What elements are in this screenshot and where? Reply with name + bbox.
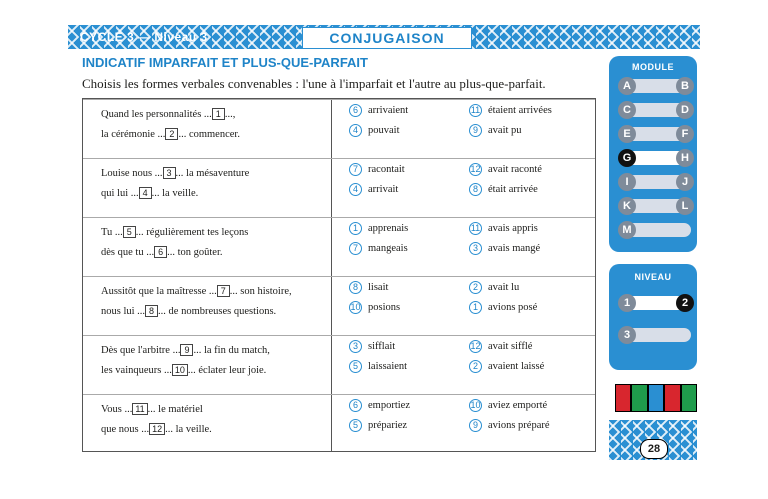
table-row <box>83 99 595 159</box>
option-number-circle: 3 <box>349 340 362 353</box>
option-number-circle: 8 <box>349 281 362 294</box>
verb-option[interactable] <box>349 281 388 294</box>
decorative-tile <box>631 384 647 412</box>
sentence-text: ... la veille. <box>165 424 212 435</box>
niveau-button-2[interactable]: 2 <box>676 294 694 312</box>
module-row <box>621 199 691 213</box>
module-row <box>621 151 691 165</box>
blank-number-box: 7 <box>217 285 230 297</box>
niveau-panel <box>609 264 697 370</box>
option-number-circle: 3 <box>469 242 482 255</box>
blank-number-box: 4 <box>139 187 152 199</box>
blank-number-box: 11 <box>132 403 147 415</box>
verb-option[interactable] <box>349 419 407 432</box>
option-number-circle: 12 <box>470 341 481 351</box>
blank-number-box: 10 <box>172 364 188 376</box>
blank-number-box: 5 <box>123 226 136 238</box>
option-number-circle: 4 <box>349 124 362 137</box>
verb-option[interactable] <box>469 281 519 294</box>
sentence-text: la cérémonie ... <box>101 129 166 140</box>
sentence-text: ... la mésaventure <box>175 168 250 179</box>
module-button-d[interactable]: D <box>676 101 694 119</box>
module-button-a[interactable]: A <box>618 77 636 95</box>
verb-option[interactable] <box>469 183 538 196</box>
module-row <box>621 103 691 117</box>
option-number-circle: 4 <box>349 183 362 196</box>
blank-number-box: 6 <box>154 246 167 258</box>
sentence-text: ... ton goûter. <box>167 247 223 258</box>
sentence-text: ... le matériel <box>147 404 203 415</box>
sentence-text: les vainqueurs ... <box>101 365 172 376</box>
option-text: laissaient <box>368 361 408 372</box>
decorative-tile <box>681 384 697 412</box>
option-text: avaient laissé <box>488 361 545 372</box>
verb-option[interactable] <box>469 360 544 373</box>
niveau-button-3[interactable]: 3 <box>618 326 636 344</box>
niveau-title: NIVEAU <box>634 272 672 282</box>
sentence-text: ... la fin du match, <box>193 345 270 356</box>
section-title: INDICATIF IMPARFAIT ET PLUS-QUE-PARFAIT <box>82 55 368 70</box>
sentence-line <box>101 285 292 297</box>
module-button-k[interactable]: K <box>618 197 636 215</box>
module-row <box>621 223 691 237</box>
verb-option[interactable] <box>349 222 408 235</box>
blank-number-box: 3 <box>163 167 176 179</box>
option-text: emportiez <box>368 400 410 411</box>
option-number-circle: 9 <box>469 124 482 137</box>
option-text: prépariez <box>368 420 408 431</box>
option-text: mangeais <box>368 243 408 254</box>
option-number-circle: 9 <box>469 419 482 432</box>
module-title: MODULE <box>632 62 674 72</box>
decorative-tile <box>615 384 631 412</box>
module-button-h[interactable]: H <box>676 149 694 167</box>
module-row <box>621 175 691 189</box>
option-text: était arrivée <box>488 184 538 195</box>
sentence-text: que nous ... <box>101 424 150 435</box>
option-text: avais mangé <box>488 243 541 254</box>
sentence-text: ... commencer. <box>178 129 240 140</box>
table-row <box>83 335 595 395</box>
sentence-text: nous lui ... <box>101 306 146 317</box>
niveau-button-1[interactable]: 1 <box>618 294 636 312</box>
option-text: arrivait <box>368 184 399 195</box>
blank-number-box: 8 <box>145 305 158 317</box>
module-button-m[interactable]: M <box>618 221 636 239</box>
sentence-text: Vous ... <box>101 404 133 415</box>
option-number-circle: 2 <box>469 281 482 294</box>
verb-option[interactable] <box>469 399 547 412</box>
verb-option[interactable] <box>349 301 400 314</box>
sentence-line <box>101 344 270 356</box>
blank-number-box: 9 <box>180 344 193 356</box>
sentence-text: Dès que l'arbitre ... <box>101 345 181 356</box>
option-number-circle: 7 <box>349 163 362 176</box>
module-button-j[interactable]: J <box>676 173 694 191</box>
module-button-b[interactable]: B <box>676 77 694 95</box>
module-button-g[interactable]: G <box>618 149 636 167</box>
table-row <box>83 276 595 336</box>
blank-number-box: 1 <box>212 108 225 120</box>
option-number-circle: 6 <box>349 104 362 117</box>
option-text: posions <box>368 302 401 313</box>
verb-option[interactable] <box>349 360 407 373</box>
verb-option[interactable] <box>469 301 537 314</box>
verb-option[interactable] <box>349 399 410 412</box>
blank-number-box: 2 <box>165 128 178 140</box>
option-text: avait lu <box>488 282 520 293</box>
instruction-text: Choisis les formes verbales convenables : l'une à l'imparfait et l'autre au plus-que-parfait. <box>82 76 546 91</box>
module-button-c[interactable]: C <box>618 101 636 119</box>
option-text: aviez emporté <box>488 400 548 411</box>
sentence-text: qui lui ... <box>101 188 139 199</box>
sentence-text: Quand les personnalités ... <box>101 109 212 120</box>
module-button-i[interactable]: I <box>618 173 636 191</box>
cycle-level-label: CYCLE 3 — Niveau 3 <box>80 30 208 44</box>
option-text: avait raconté <box>488 164 542 175</box>
module-button-l[interactable]: L <box>676 197 694 215</box>
option-number-circle: 2 <box>469 360 482 373</box>
option-text: lisait <box>368 282 389 293</box>
option-number-circle: 6 <box>349 399 362 412</box>
verb-option[interactable] <box>349 104 408 117</box>
option-number-circle: 10 <box>470 400 481 410</box>
option-number-circle: 11 <box>470 105 481 115</box>
verb-option[interactable] <box>349 124 400 137</box>
table-row <box>83 217 595 277</box>
sentence-line <box>101 305 276 317</box>
option-number-circle: 1 <box>469 301 482 314</box>
decorative-tile <box>648 384 664 412</box>
sentence-line <box>101 423 212 435</box>
verb-option[interactable] <box>469 163 542 176</box>
sentence-text: ... son histoire, <box>229 286 292 297</box>
decorative-tile <box>664 384 680 412</box>
sentence-text: Louise nous ... <box>101 168 163 179</box>
sentence-line <box>101 187 198 199</box>
option-number-circle: 10 <box>350 302 361 312</box>
decorative-pattern <box>615 384 697 412</box>
option-text: avais appris <box>488 223 538 234</box>
option-text: avions posé <box>488 302 538 313</box>
sentence-text: ..., <box>224 109 236 120</box>
niveau-row <box>621 296 691 310</box>
option-number-circle: 8 <box>469 183 482 196</box>
sentence-text: ... de nombreuses questions. <box>158 306 277 317</box>
sentence-line <box>101 226 248 238</box>
option-number-circle: 5 <box>349 419 362 432</box>
option-text: arrivaient <box>368 105 409 116</box>
option-number-circle: 7 <box>349 242 362 255</box>
verb-option[interactable] <box>349 242 408 255</box>
verb-option[interactable] <box>469 419 550 432</box>
page-number: 28 <box>640 439 668 459</box>
sentence-text: Aussitôt que la maîtresse ... <box>101 286 217 297</box>
module-panel <box>609 56 697 252</box>
verb-option[interactable] <box>469 124 522 137</box>
verb-option[interactable] <box>469 340 532 353</box>
sentence-line <box>101 246 223 258</box>
exercise-table <box>82 98 596 452</box>
option-text: sifflait <box>368 341 396 352</box>
sentence-line <box>101 108 235 120</box>
sentence-text: ... la veille. <box>151 188 199 199</box>
option-text: avions préparé <box>488 420 550 431</box>
option-text: pouvait <box>368 125 400 136</box>
verb-option[interactable] <box>349 183 398 196</box>
option-number-circle: 5 <box>349 360 362 373</box>
sentence-line <box>101 167 249 179</box>
verb-option[interactable] <box>349 340 395 353</box>
sentence-line <box>101 364 266 376</box>
module-row <box>621 127 691 141</box>
module-row <box>621 79 691 93</box>
verb-option[interactable] <box>469 222 538 235</box>
sentence-line <box>101 128 240 140</box>
option-number-circle: 12 <box>470 164 481 174</box>
sentence-text: ... éclater leur joie. <box>187 365 267 376</box>
subject-title: CONJUGAISON <box>302 27 472 49</box>
option-number-circle: 11 <box>470 223 481 233</box>
module-button-e[interactable]: E <box>618 125 636 143</box>
option-text: avait sifflé <box>488 341 533 352</box>
option-text: avait pu <box>488 125 522 136</box>
option-text: apprenais <box>368 223 409 234</box>
table-row <box>83 158 595 218</box>
sentence-line <box>101 403 203 415</box>
verb-option[interactable] <box>469 242 540 255</box>
sentence-text: ... régulièrement tes leçons <box>135 227 249 238</box>
verb-option[interactable] <box>469 104 552 117</box>
blank-number-box: 12 <box>149 423 165 435</box>
table-row <box>83 394 595 454</box>
module-button-f[interactable]: F <box>676 125 694 143</box>
sentence-text: dès que tu ... <box>101 247 155 258</box>
niveau-row <box>621 328 691 342</box>
option-number-circle: 1 <box>349 222 362 235</box>
option-text: racontait <box>368 164 405 175</box>
verb-option[interactable] <box>349 163 405 176</box>
option-text: étaient arrivées <box>488 105 552 116</box>
sentence-text: Tu ... <box>101 227 123 238</box>
